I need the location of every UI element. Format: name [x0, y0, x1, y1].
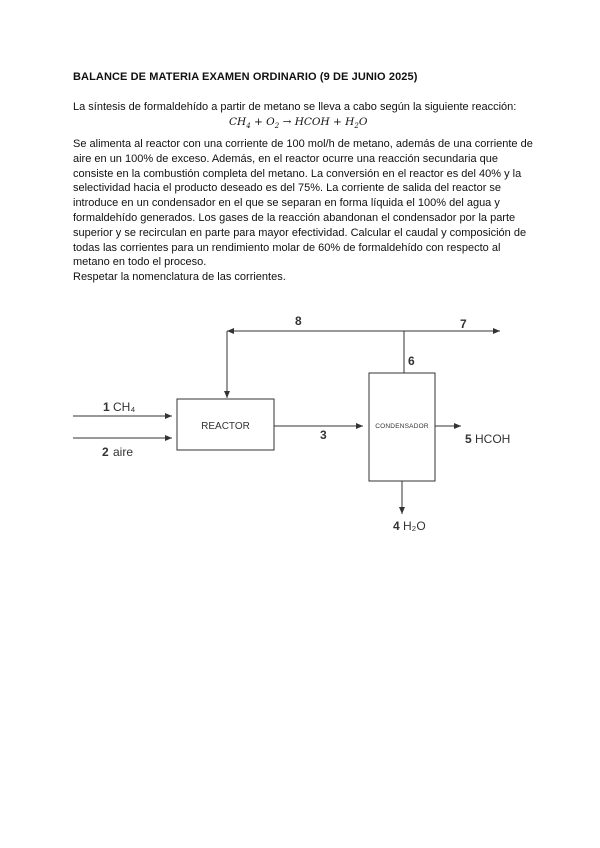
process-flow-diagram	[0, 300, 600, 560]
eq-product-formaldehyde: HCOH	[294, 116, 330, 128]
stream-8-label: 8	[295, 314, 302, 328]
document-title: BALANCE DE MATERIA EXAMEN ORDINARIO (9 DE JUNIO 2025)	[73, 71, 418, 83]
stream-2-name: aire	[113, 445, 134, 459]
eq-product-water: H	[345, 116, 355, 128]
eq-plus-1: +	[250, 116, 267, 128]
eq-reactant-oxygen-sub: 2	[274, 122, 280, 131]
reactor-label: REACTOR	[201, 421, 250, 432]
stream-5-number: 5	[465, 432, 472, 446]
eq-plus-2: +	[329, 116, 346, 128]
condenser-label: CONDENSADOR	[375, 423, 429, 430]
eq-reactant-methane-sub: 4	[246, 122, 251, 131]
eq-reactant-methane: CH	[229, 116, 247, 128]
eq-reactant-oxygen: O	[266, 116, 275, 128]
stream-2-number: 2	[102, 445, 109, 459]
stream-4-name: H₂O	[403, 519, 426, 533]
stream-4-number: 4	[393, 519, 400, 533]
eq-product-water-end: O	[358, 116, 368, 128]
stream-5-name: HCOH	[475, 432, 511, 446]
problem-statement	[73, 137, 533, 285]
eq-product-water-sub: 2	[354, 122, 359, 131]
stream-3-label: 3	[320, 428, 327, 442]
intro-text: La síntesis de formaldehído a partir de metano se lleva a cabo según la siguiente reacción:	[73, 101, 517, 113]
problem-note: Respetar la nomenclatura de las corrientes.	[73, 271, 286, 284]
stream-1-name: CH₄	[113, 400, 136, 414]
stream-6-label: 6	[408, 354, 415, 368]
stream-7-label: 7	[460, 317, 467, 331]
problem-paragraph: Se alimenta al reactor con una corriente de 100 mol/h de metano, además de una corriente de aire en un 100% de exceso. Además, en el reactor ocurre una reacción secundaria que consiste en la combustión completa del metano. La conversión en el reactor es del 40% y la selectividad hacia el producto deseado es del 75%. La corriente de salida del reactor se introduce en un condensador en el que se separan en forma líquida el 100% del agua y formaldehído generados. Los gases de la reacción abandonan el condensador por la parte superior y se recirculan en parte para mayor efectividad. Calcular el caudal y composición de todas las corrientes para un rendimiento molar de 60% de formaldehído con respecto al metano en todo el proceso.	[73, 138, 533, 269]
reaction-equation	[229, 116, 367, 130]
eq-arrow: →	[279, 116, 295, 128]
stream-1-number: 1	[103, 400, 110, 414]
